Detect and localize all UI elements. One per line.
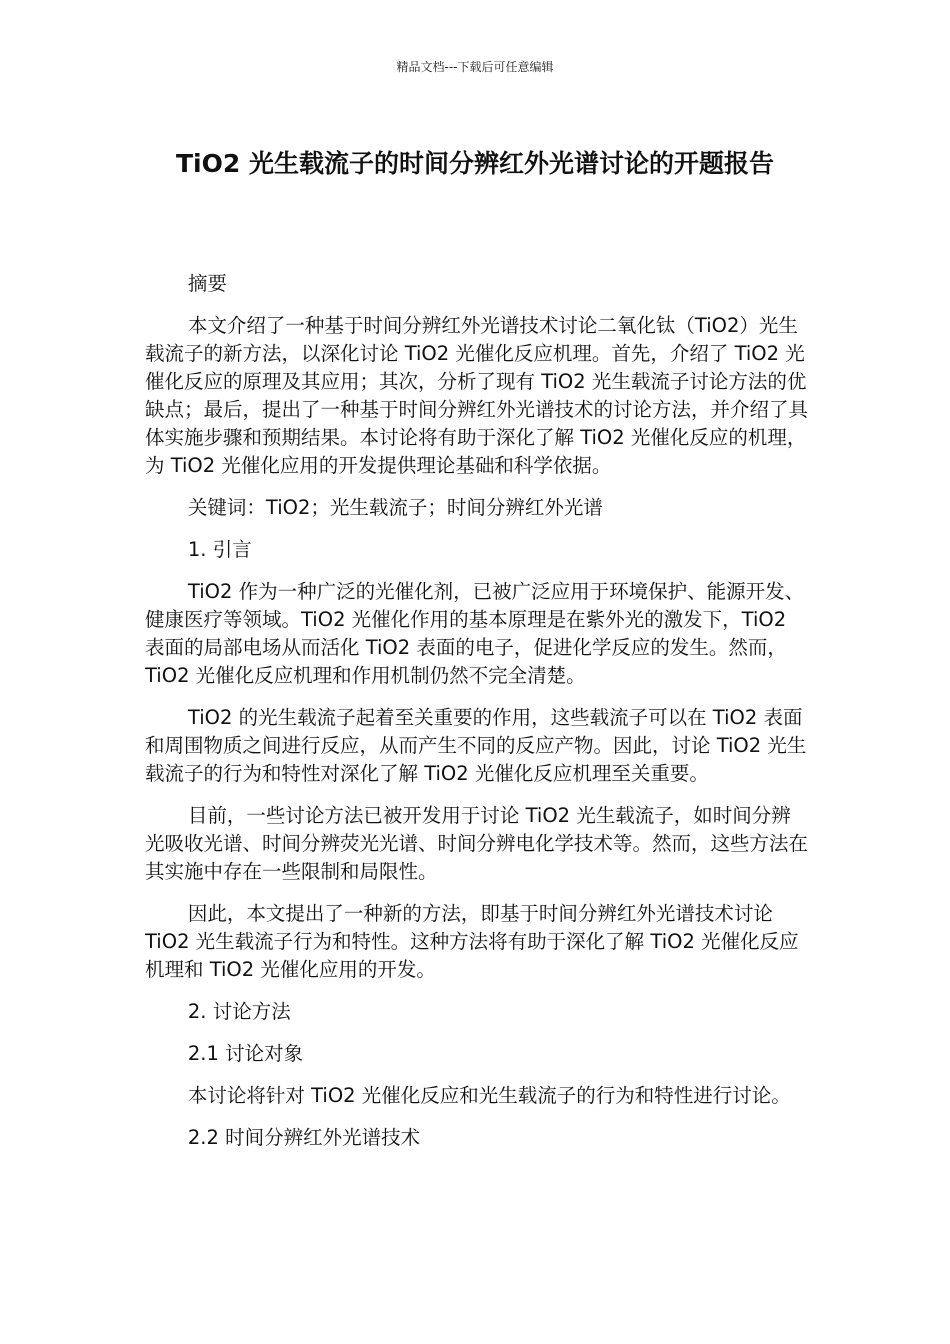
page-header: 精品文档---下载后可任意编辑 [396,60,554,74]
abstract-paragraph: 本文介绍了一种基于时间分辨红外光谱技术讨论二氧化钛（TiO2）光生载流子的新方法，以深化讨论 TiO2 光催化反应机理。首先，介绍了 TiO2 光催化反应的原理及其应用；其次，分析了现有 TiO2 光生载流子讨论方法的优缺点；最后，提出了一种基于时间分辨红外光谱技术的讨论方法，并介绍了具体实施步骤和预期结果。本讨论将有助于深化了解 TiO2 光催化反应的机理，为 TiO2 光催化应用的开发提供理论基础和科学依据。 [145,314,809,477]
keywords-line: 关键词：TiO2；光生载流子；时间分辨红外光谱 [187,496,603,519]
section-heading-introduction: 1. 引言 [187,538,252,561]
intro-paragraph-3: 目前，一些讨论方法已被开发用于讨论 TiO2 光生载流子，如时间分辨光吸收光谱、时间分辨荧光光谱、时间分辨电化学技术等。然而，这些方法在其实施中存在一些限制和局限性。 [145,804,809,883]
subsection-heading-objects: 2.1 讨论对象 [187,1042,304,1065]
subsection-heading-technique: 2.2 时间分辨红外光谱技术 [187,1126,421,1149]
section-heading-methods: 2. 讨论方法 [187,1000,291,1023]
document-body [145,270,810,1166]
document-title: TiO2 光生载流子的时间分辨红外光谱讨论的开题报告 [176,149,774,178]
intro-paragraph-2: TiO2 的光生载流子起着至关重要的作用，这些载流子可以在 TiO2 表面和周围物质之间进行反应，从而产生不同的反应产物。因此，讨论 TiO2 光生载流子的行为和特性对深化了解 TiO2 光催化反应机理至关重要。 [145,706,807,785]
abstract-heading: 摘要 [187,272,227,295]
intro-paragraph-1: TiO2 作为一种广泛的光催化剂，已被广泛应用于环境保护、能源开发、健康医疗等领域。TiO2 光催化作用的基本原理是在紫外光的激发下，TiO2 表面的局部电场从而活化 TiO2 表面的电子，促进化学反应的发生。然而，TiO2 光催化反应机理和作用机制仍然不完全清楚。 [145,580,805,687]
intro-paragraph-4: 因此，本文提出了一种新的方法，即基于时间分辨红外光谱技术讨论 TiO2 光生载流子行为和特性。这种方法将有助于深化了解 TiO2 光催化反应机理和 TiO2 光催化应用的开发。 [145,902,799,981]
objects-paragraph: 本讨论将针对 TiO2 光催化反应和光生载流子的行为和特性进行讨论。 [187,1084,791,1107]
